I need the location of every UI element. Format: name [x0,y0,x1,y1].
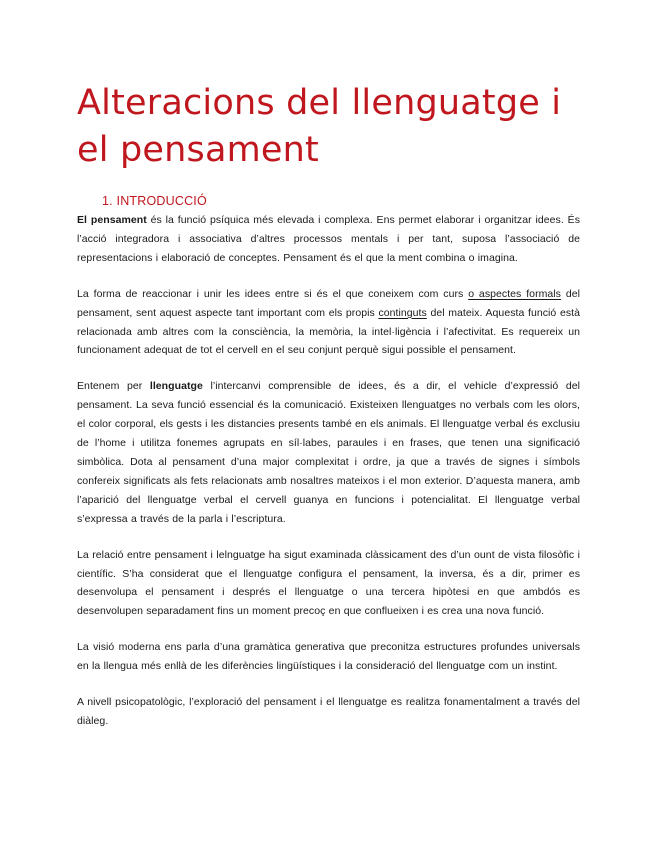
paragraph-llenguatge [77,377,580,528]
page-title: Alteracions del llenguatge i el pensament [77,83,562,170]
paragraph-text: La forma de reaccionar i unir les idees entre si és el que coneixem com curs [77,287,469,300]
paragraph-text: és la funció psíquica més elevada i complexa. Ens permet elaborar i organitzar idees. És l’acció integradora i associativa d’altres processos mentals i per tant, suposa l’associació de representacions i elaboració de conceptes. Pensament és el que la ment combina o imagina. [77,214,581,264]
paragraph-text: l’intercanvi comprensible de idees, és a dir, el vehicle d’expressió del pensament. La seva funció essencial és la comunicació. Existeixen llenguatges no verbals com les olors, el color corporal, els gests i les distancies presents també en els animals. El llenguatge verbal és exclusiu de l’home i utilitza fonemes agrupats en síl·labes, paraules i en frases, que tenen una significació simbòlica. Dota al pensament d’una major complexitat i ordre, ja que a través de signes i símbols confereix significats als fets relacionats amb nosaltres mateixos i el mon exterior. D’aquesta manera, amb l’aparició del llenguatge verbal el cervell guanya en funcions i potencialitat. El llenguatge verbal s’expressa a través de la parla i l’escriptura. [77,380,580,525]
paragraph-text: del mateix. Aquesta funció està relacionada amb altres com la consciència, la memòria, la intel·ligència i l’afectivitat. Es requereix un funcionament adequat de tot el cervell en el seu conjunt perquè sigui possible el pensament. [77,306,580,357]
underlined-continguts: continguts [378,306,427,319]
paragraph-text: del pensament, sent aquest aspecte tant important com els propis [77,287,580,319]
underlined-aspectes-formals: o aspectes formals [468,287,561,300]
paragraph-text: Entenem per [77,380,150,393]
paragraph-pensament [77,211,580,268]
paragraph-relacio: La relació entre pensament i lelnguatge ha sigut examinada clàssicament des d’un ount de vista filosòfic i científic. S’ha considerat que el llenguatge configura el pensament, la inversa, és a dir, primer es desenvolupa el pensament i després el llenguatge o una tercera hipòtesi en que ambdós es desenvolupen separadament fins un moment precoç en que conflueixen i es crea una nova funció. [77,548,580,618]
paragraph-visio-moderna: La visió moderna ens parla d’una gramàtica generativa que preconitza estructures profundes universals en la llengua més enllà de les diferències lingüístiques i la consideració del llenguatge com un instint. [77,641,580,673]
section-number: 1. [102,194,113,208]
section-label: INTRODUCCIÓ [116,194,207,208]
section-heading [102,193,207,209]
term-pensament: El pensament [77,214,147,226]
paragraph-forma [77,285,580,361]
document-body [77,211,580,748]
paragraph-psicopatologic: A nivell psicopatològic, l’exploració del pensament i el llenguatge es realitza fonamentalment a través del diàleg. [77,696,580,727]
term-llenguatge: llenguatge [149,380,203,393]
